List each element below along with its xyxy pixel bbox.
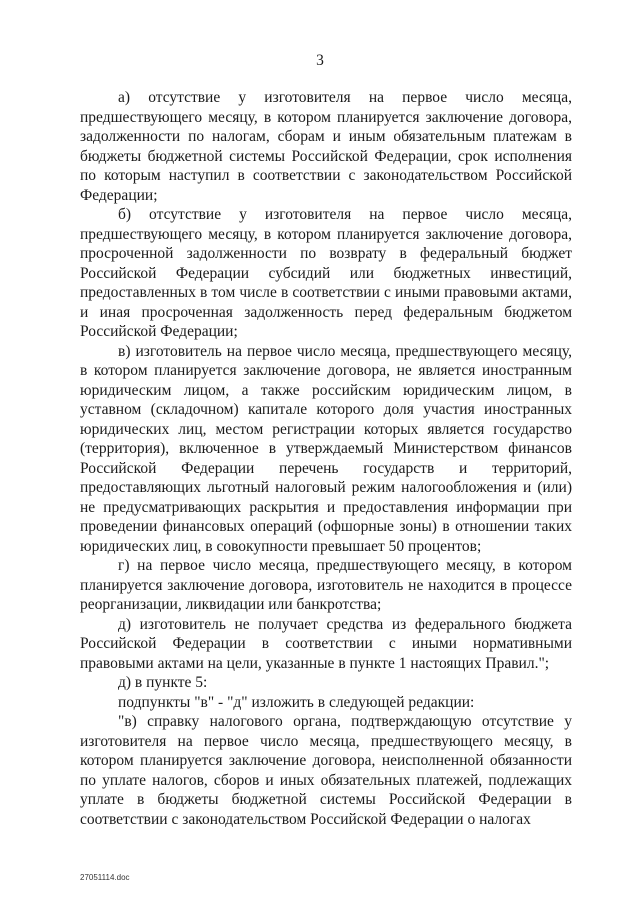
paragraph-v-tax-certificate: "в) справку налогового органа, подтверждающую отсутствие у изготовителя на первое число месяца, предшествующего месяцу, в котором планируется заключение договора, неисполненной обязанности по уплате налогов, сборов и иных обязательных платежей, подлежащих уплате в бюджеты бюджетной системы Российской Федерации в соответствии с законодательством Российской Федерации о налогах	[80, 713, 572, 828]
paragraph-g-no-reorganization: г) на первое число месяца, предшествующего месяцу, в котором планируется заключение договора, изготовитель не находится в процессе реорганизации, ликвидации или банкротства;	[80, 557, 572, 613]
paragraph-d-point-5: д) в пункте 5:	[118, 674, 208, 691]
page-number: 3	[316, 52, 324, 69]
paragraph-b-no-overdue-debt: б) отсутствие у изготовителя на первое число месяца, предшествующего месяцу, в котором планируется заключение договора, просроченной задолженности по возврату в федеральный бюджет Российской Федерации субсидий или бюджетных инвестиций, предоставленных в том числе в соответствии с иными правовыми актами, и иная просроченная задолженность перед федеральным бюджетом Российской Федерации;	[80, 206, 572, 340]
paragraph-a-no-tax-debt: а) отсутствие у изготовителя на первое число месяца, предшествующего месяцу, в котором планируется заключение договора, задолженности по налогам, сборам и иным обязательным платежам в бюджеты бюджетной системы Российской Федерации, срок исполнения по которым наступил в соответствии с законодательством Российской Федерации;	[80, 89, 572, 204]
paragraph-d-no-federal-funds: д) изготовитель не получает средства из федерального бюджета Российской Федерации в соответствии с иными нормативными правовыми актами на цели, указанные в пункте 1 настоящих Правил.";	[80, 615, 572, 672]
paragraph-v-not-foreign-entity: в) изготовитель на первое число месяца, предшествующего месяцу, в котором планируется заключение договора, не является иностранным юридическим лицом, а также российским юридическим лицом, в уставном (складочном) капитале которого доля участия иностранных юридических лиц, местом регистрации которых является государство (территория), включенное в утверждаемый Министерством финансов Российской Федерации перечень государств и территорий, предоставляющих льготный налоговый режим налогообложения и (или) не предусматривающих раскрытия и предоставления информации при проведении финансовых операций (офшорные зоны) в отношении таких юридических лиц, в совокупности превышает 50 процентов;	[80, 342, 572, 555]
footer-doc-id: 27051114.doc	[80, 873, 130, 882]
document-body	[80, 88, 572, 829]
paragraph-subpoints-edit: подпункты "в" - "д" изложить в следующей редакции:	[118, 693, 475, 711]
